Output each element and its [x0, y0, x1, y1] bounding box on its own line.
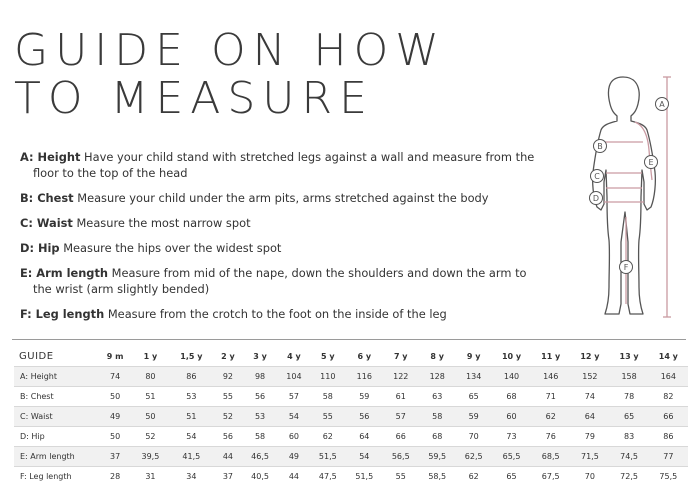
measurement-instructions	[20, 149, 535, 331]
table-cell: 51	[169, 407, 214, 427]
table-cell: 128	[419, 367, 455, 387]
table-cell: 49	[278, 447, 309, 467]
table-cell: 44	[214, 447, 242, 467]
instruction-text: Have your child stand with stretched legs against a wall and measure from the floor to the top of the head	[33, 150, 535, 180]
table-cell: 74	[584, 392, 595, 401]
table-cell: 52	[145, 432, 156, 441]
table-cell: 60	[492, 407, 531, 427]
table-cell: 59,5	[419, 447, 455, 467]
row-label: C: Waist	[14, 407, 98, 427]
table-cell: 73	[506, 432, 517, 441]
table-cell: 122	[383, 367, 419, 387]
table-cell: 57	[288, 392, 300, 401]
instruction-label: D: Hip	[20, 241, 60, 255]
table-cell: 57	[383, 407, 419, 427]
table-cell: 54	[346, 447, 382, 467]
table-cell: 40,5	[251, 472, 269, 481]
instruction-text: Measure the most narrow spot	[72, 216, 251, 230]
instruction-chest	[20, 190, 535, 206]
table-cell: 64	[359, 432, 370, 441]
marker-a-label: A	[659, 100, 665, 109]
size-chart-table	[14, 347, 688, 486]
table-cell: 58,5	[428, 472, 447, 481]
column-header: 2 y	[221, 352, 235, 361]
column-header: 11 y	[541, 352, 561, 361]
table-cell: 68	[506, 392, 517, 401]
table-cell: 46,5	[242, 447, 278, 467]
table-header-row	[14, 347, 688, 367]
table-cell: 74,5	[609, 447, 648, 467]
instruction-text: Measure the hips over the widest spot	[59, 241, 282, 255]
table-cell: 51,5	[310, 447, 346, 467]
instruction-label: A: Height	[20, 150, 81, 164]
table-row	[14, 387, 688, 407]
table-cell: 67,5	[541, 472, 560, 481]
table-cell: 104	[278, 367, 309, 387]
child-body-figure	[585, 72, 680, 324]
column-header: 9 m	[106, 352, 124, 361]
table-cell: 58	[419, 407, 455, 427]
table-cell: 62	[531, 407, 570, 427]
table-cell: 28	[109, 472, 121, 481]
table-cell: 50	[132, 407, 168, 427]
table-cell: 37	[222, 472, 234, 481]
table-cell: 65	[506, 472, 517, 481]
table-cell: 60	[288, 432, 300, 441]
table-cell: 152	[570, 367, 609, 387]
row-label: E: Arm length	[14, 447, 98, 467]
row-label: A: Height	[14, 367, 98, 387]
table-cell: 79	[584, 432, 595, 441]
table-row	[14, 367, 688, 387]
table-cell: 75,5	[659, 472, 678, 481]
table-cell: 92	[214, 367, 242, 387]
title-line-2: TO MEASURE	[14, 73, 374, 124]
table-cell: 37	[98, 447, 132, 467]
table-cell: 62,5	[455, 447, 491, 467]
instruction-arm-length	[20, 265, 535, 297]
table-cell: 74	[98, 367, 132, 387]
table-cell: 50	[109, 432, 121, 441]
table-cell: 65,5	[492, 447, 531, 467]
column-header: 8 y	[430, 352, 444, 361]
table-cell: 98	[242, 367, 278, 387]
title-line-1: GUIDE ON HOW	[14, 25, 446, 76]
row-label: F: Leg length	[20, 472, 72, 481]
column-header: 12 y	[580, 352, 600, 361]
instruction-text: Measure from the crotch to the foot on the inside of the leg	[104, 307, 447, 321]
table-cell: 78	[623, 392, 635, 401]
table-cell: 71	[545, 392, 556, 401]
table-cell: 39,5	[132, 447, 168, 467]
table-cell: 140	[492, 367, 531, 387]
table-cell: 50	[109, 392, 121, 401]
table-cell: 71,5	[570, 447, 609, 467]
marker-d-label: D	[592, 194, 600, 203]
marker-f-label: F	[623, 263, 629, 272]
column-header: 3 y	[253, 352, 267, 361]
table-cell: 58	[322, 392, 333, 401]
table-cell: 70	[468, 432, 479, 441]
instruction-leg-length	[20, 306, 535, 322]
table-cell: 68	[432, 432, 443, 441]
table-row	[14, 447, 688, 467]
table-row	[14, 407, 688, 427]
table-cell: 58	[254, 432, 266, 441]
column-header: 5 y	[321, 352, 335, 361]
table-cell: 59	[359, 392, 370, 401]
table-cell: 83	[623, 432, 635, 441]
table-cell: 86	[169, 367, 214, 387]
table-row	[14, 427, 688, 447]
row-label: D: Hip	[20, 432, 45, 441]
instruction-waist	[20, 215, 535, 231]
table-cell: 54	[278, 407, 309, 427]
table-cell: 53	[242, 407, 278, 427]
column-header: 1 y	[143, 352, 158, 361]
table-cell: 41,5	[169, 447, 214, 467]
table-cell: 47,5	[318, 472, 337, 481]
table-row	[14, 467, 688, 487]
table-cell: 56	[346, 407, 382, 427]
instruction-label: C: Waist	[20, 216, 73, 230]
table-cell: 116	[346, 367, 382, 387]
table-cell: 51	[145, 392, 156, 401]
table-cell: 55	[395, 472, 406, 481]
table-cell: 134	[455, 367, 491, 387]
table-cell: 34	[186, 472, 197, 481]
table-cell: 63	[432, 392, 443, 401]
table-cell: 61	[395, 392, 406, 401]
table-cell: 70	[584, 472, 595, 481]
table-cell: 53	[186, 392, 197, 401]
table-cell: 76	[545, 432, 556, 441]
column-header: 14 y	[658, 352, 678, 361]
table-cell: 31	[145, 472, 156, 481]
table-cell: 55	[222, 392, 234, 401]
instruction-label: B: Chest	[20, 191, 74, 205]
table-cell: 56	[222, 432, 234, 441]
instruction-height	[20, 149, 535, 181]
row-label: B: Chest	[20, 392, 54, 401]
table-cell: 62	[468, 472, 479, 481]
instruction-text: Measure from mid of the nape, down the shoulders and down the arm to the wrist (arm slightly bended)	[33, 266, 527, 296]
marker-e-label: E	[648, 158, 654, 167]
table-cell: 64	[570, 407, 609, 427]
column-header: 4 y	[287, 352, 301, 361]
table-cell: 44	[288, 472, 300, 481]
column-header: 13 y	[619, 352, 639, 361]
marker-c-label: C	[594, 172, 600, 181]
table-cell: 72,5	[620, 472, 638, 481]
table-cell: 66	[649, 407, 688, 427]
section-divider	[12, 339, 686, 340]
table-corner-label: GUIDE	[19, 351, 54, 362]
instruction-label: E: Arm length	[20, 266, 109, 280]
table-cell: 77	[649, 447, 688, 467]
table-cell: 62	[322, 432, 333, 441]
table-cell: 80	[132, 367, 168, 387]
page-title	[14, 27, 446, 123]
table-cell: 54	[186, 432, 197, 441]
table-cell: 110	[310, 367, 346, 387]
table-cell: 86	[663, 432, 674, 441]
table-cell: 52	[214, 407, 242, 427]
table-cell: 66	[395, 432, 406, 441]
table-cell: 55	[310, 407, 346, 427]
table-cell: 82	[663, 392, 674, 401]
table-cell: 164	[649, 367, 688, 387]
marker-b-label: B	[597, 142, 603, 151]
instruction-label: F: Leg length	[20, 307, 105, 321]
column-header: 7 y	[393, 352, 408, 361]
column-header: 1,5 y	[180, 352, 203, 361]
table-cell: 49	[98, 407, 132, 427]
instruction-text: Measure your child under the arm pits, arms stretched against the body	[73, 191, 489, 205]
table-cell: 59	[455, 407, 491, 427]
table-cell: 51,5	[355, 472, 374, 481]
table-cell: 56,5	[383, 447, 419, 467]
column-header: 9 y	[466, 352, 481, 361]
table-cell: 65	[468, 392, 479, 401]
instruction-hip	[20, 240, 535, 256]
table-cell: 68,5	[531, 447, 570, 467]
table-cell: 56	[254, 392, 266, 401]
table-cell: 158	[609, 367, 648, 387]
table-cell: 65	[609, 407, 648, 427]
column-header: 6 y	[357, 352, 372, 361]
table-cell: 146	[531, 367, 570, 387]
column-header: 10 y	[501, 352, 522, 361]
